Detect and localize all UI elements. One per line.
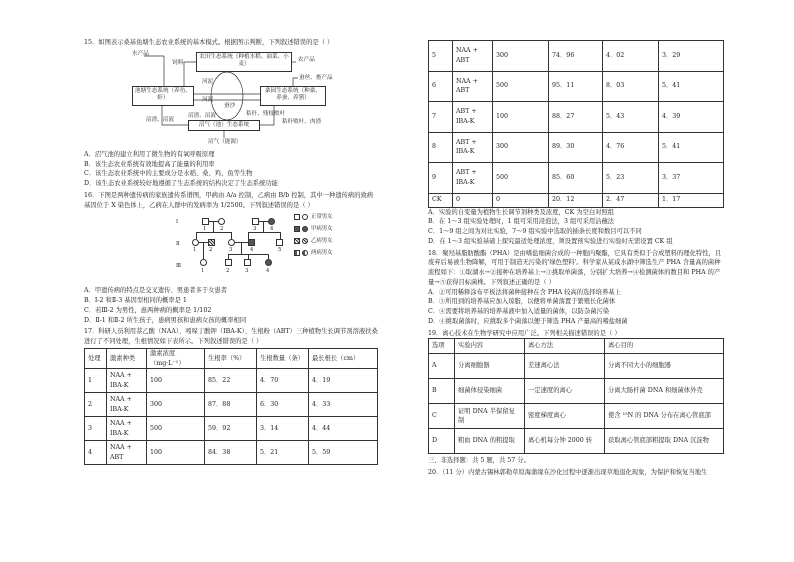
num-III-1: 1 xyxy=(201,268,205,275)
table-cell: ABT + IBA-K xyxy=(453,102,493,133)
q16-pedigree xyxy=(84,212,378,284)
manure-label: 秸秆败叶、肉渣 xyxy=(282,118,322,125)
table-cell: 59．92 xyxy=(205,417,257,441)
table-cell: 8 xyxy=(429,132,453,163)
table-cell: 95．11 xyxy=(549,71,603,102)
ped-II-1 xyxy=(192,239,199,246)
straw-label: 秸秆、残枝败叶 xyxy=(246,110,286,117)
q19-header-cell: 选项 xyxy=(429,339,455,354)
ped-I-2 xyxy=(218,218,225,225)
table-cell: 密度梯度离心 xyxy=(525,404,605,429)
q16-option-b: B．Ⅰ-2 和Ⅱ-3 基因型相同的概率是 1 xyxy=(84,297,187,304)
q19-header-cell: 离心方法 xyxy=(525,339,605,354)
gen-3-label: Ⅲ xyxy=(176,263,182,270)
table-cell: 0 xyxy=(493,193,549,207)
q16-option-d: D．Ⅱ-1 和Ⅱ-2 所生孩子，患病男孩和患病女孩的概率相同 xyxy=(84,316,247,324)
table-cell: 85．60 xyxy=(549,163,603,194)
agri-product-label: 农产品 xyxy=(298,56,315,63)
table-cell: 9 xyxy=(429,163,453,194)
table-row xyxy=(429,163,724,194)
table-cell: 0 xyxy=(453,193,493,207)
table-cell: 4．02 xyxy=(603,41,659,72)
q17-header-cell: 激素种类 xyxy=(107,348,147,369)
table-cell: 一定速度的离心 xyxy=(525,379,605,404)
q19-table xyxy=(428,338,724,454)
q19-header-cell: 实验内容 xyxy=(455,339,525,354)
gen-2-label: Ⅱ xyxy=(176,241,180,248)
table-cell: 5．43 xyxy=(603,102,659,133)
num-II-3: 3 xyxy=(229,247,233,254)
q17-option-c: C．1～9 组之间为对比实验，7～9 组实验中选取的插条长度和数目可以不同 xyxy=(428,228,642,235)
table-row xyxy=(429,132,724,163)
table-cell: 4 xyxy=(85,441,107,465)
table-cell: 细菌体侵染细菌 xyxy=(455,379,525,404)
table-cell: 1 xyxy=(85,369,107,393)
table-cell: 分离细胞器 xyxy=(455,354,525,379)
q17-table-continued xyxy=(428,40,724,208)
q17-table xyxy=(84,348,378,466)
q17-stem: 17．科研人员利用萘乙酸（NAA）、吲哚丁酸钾（IBA-K）、生根粉（ABT）三种植物生长调节剂溶液扶桑进行了不同处理，生根情况如下表所示。下列叙述错误的是（ ） xyxy=(84,328,378,345)
q18-option-b: B．③所用到的培养基应加入琼脂，以便将单菌落置于繁殖长化菌体 xyxy=(428,298,616,306)
q15-diagram xyxy=(84,50,378,148)
q15-option-d: D．该生态农业系统较好地遵循了生态系统的结构决定了生态系统功能 xyxy=(84,180,278,187)
q17-header-cell: 激素浓度（mg·L⁻¹） xyxy=(147,348,205,369)
table-cell: 89．30 xyxy=(549,132,603,163)
ped-I-3 xyxy=(252,218,259,225)
left-column xyxy=(84,36,378,465)
q17-header-cell: 最长根长（cm） xyxy=(309,348,378,369)
legend-normal: 正常男女 xyxy=(311,214,333,221)
ped-III-4 xyxy=(265,259,272,266)
q17-option-b: B．在 1～3 组实验处理时，1 组可采用浸泡法，3 组可采用沾蘸法 xyxy=(428,218,615,226)
table-cell: 2．47 xyxy=(603,193,659,207)
table-cell: NAA + ABT xyxy=(107,441,147,465)
crop-system-box: 农田生态系统（种植水稻、油菜、小麦） xyxy=(196,52,292,72)
ped-I-4 xyxy=(268,218,275,225)
table-row xyxy=(429,404,724,429)
table-row xyxy=(429,71,724,102)
num-II-4: 4 xyxy=(250,247,254,254)
table-cell: 4．44 xyxy=(309,417,378,441)
pond-system-box: 池塘生态系统（养鱼、虾） xyxy=(132,86,194,106)
table-row xyxy=(429,102,724,133)
ped-II-3 xyxy=(228,239,235,246)
table-cell: 6．30 xyxy=(257,393,309,417)
q20-stem: 20．（11 分）内蒙古锡林郭勒草原海蒲缘在沙化过程中逐渐出现草地退化现象，为保护和恢复当地生 xyxy=(428,469,708,476)
table-cell: 5．23 xyxy=(603,163,659,194)
q19-header-cell: 离心目的 xyxy=(605,339,724,354)
table-cell: 500 xyxy=(147,417,205,441)
silkworm-feces-label: 蚕沙 xyxy=(224,102,236,109)
table-cell: 100 xyxy=(147,441,205,465)
table-cell: 粗血 DNA 的粗提取 xyxy=(455,429,525,454)
table-cell: ABT + IBA-K xyxy=(453,163,493,194)
table-cell: NAA + ABT xyxy=(453,71,493,102)
table-cell: 6 xyxy=(429,71,453,102)
table-cell: B xyxy=(429,379,455,404)
table-cell: 分离不同大小的细胞器 xyxy=(605,354,724,379)
ped-III-2 xyxy=(225,259,232,266)
q18-stem: 18．聚羟基脂肪酸酯（PHA）是由嗜盐细菌合成的一种胞内聚酯，它具有类似于合成塑料的理化特性，且废弃后易被生物降解，可用于制造无污染的'绿色塑料'。科学家从某咸水湖中筛选生产 PHA 含量高的菌种流程如下：①取湖水→②接种在培养基上→③挑取单菌落，分别扩大培养→④检测菌体的数目和 PHA 的产量→⑤获得目标菌株。下列叙述正确的是（ ） xyxy=(428,249,722,286)
table-cell: 20．12 xyxy=(549,193,603,207)
q17-table-header xyxy=(85,348,378,369)
silk-product-label: 蚕丝、畜产品 xyxy=(299,74,333,81)
num-II-1: 1 xyxy=(193,247,197,254)
mud-label-2: 河泥 xyxy=(202,96,214,103)
right-column xyxy=(428,40,724,478)
fish-product-label: 水产品 xyxy=(132,50,149,57)
table-cell: CK xyxy=(429,193,453,207)
table-row xyxy=(85,441,378,465)
table-cell: 4．19 xyxy=(309,369,378,393)
q15-stem: 15．如图表示桑基鱼塘生态农业系统的基本模式。根据图示判断，下列叙述错误的是（ ） xyxy=(84,39,334,46)
num-I-3: 3 xyxy=(253,226,257,233)
table-row xyxy=(429,379,724,404)
q17-option-a: A．实验的自变量为植物生长调节剂种类及浓度，CK 为空白对照组 xyxy=(428,208,615,216)
table-cell: 1．17 xyxy=(659,193,724,207)
table-cell: 88．27 xyxy=(549,102,603,133)
table-cell: 300 xyxy=(493,132,549,163)
ped-II-5 xyxy=(276,239,283,246)
ped-II-4 xyxy=(248,239,255,246)
table-cell: 7 xyxy=(429,102,453,133)
table-cell: 4．70 xyxy=(257,369,309,393)
table-cell: D xyxy=(429,429,455,454)
table-cell: 87．88 xyxy=(205,393,257,417)
table-cell: NAA + IBA-K xyxy=(107,393,147,417)
table-cell: 300 xyxy=(147,393,205,417)
table-cell: 分离大肠杆菌 DNA 和细菌体外壳 xyxy=(605,379,724,404)
table-row xyxy=(85,393,378,417)
table-cell: 3 xyxy=(85,417,107,441)
table-cell: 100 xyxy=(493,102,549,133)
table-cell: 2 xyxy=(85,393,107,417)
residue-label-1: 沼渣、沼液 xyxy=(146,116,174,123)
gen-1-label: Ⅰ xyxy=(176,219,179,226)
table-cell: NAA + IBA-K xyxy=(107,417,147,441)
q16-stem: 16．下图是两种遗传病的家族遗传系谱图，甲病由 A/a 控制，乙病由 B/b 控制，其中一种遗传病的致病基因位于 X 染色体上，乙病在人群中的发病率为 1/2500。下列叙述错误的是（ ） xyxy=(84,191,374,209)
num-II-2: 2 xyxy=(209,247,213,254)
table-cell: 差速离心法 xyxy=(525,354,605,379)
num-I-2: 2 xyxy=(220,226,224,233)
table-cell: C xyxy=(429,404,455,429)
table-cell: NAA + ABT xyxy=(453,41,493,72)
q17-option-d: D．在 1～3 组实验基础上探究最适处理浓度，须设置预实验进行实验时无需设置 CK 组 xyxy=(428,237,673,245)
table-cell: 3．14 xyxy=(257,417,309,441)
q15-option-a: A．沼气池的建立利用了微生物的有氧呼吸原理 xyxy=(84,150,215,158)
table-cell: 4．39 xyxy=(659,102,724,133)
q17-header-cell: 生根率（%） xyxy=(205,348,257,369)
table-cell: 500 xyxy=(493,71,549,102)
table-cell: 300 xyxy=(493,41,549,72)
table-row xyxy=(85,417,378,441)
q16-option-a: A．甲遗传病的特点是交叉遗传、男患者多于女患者 xyxy=(84,287,228,295)
table-cell: 5．59 xyxy=(309,441,378,465)
num-III-4: 4 xyxy=(266,268,270,275)
residue-label-2: 沼渣、沼液 xyxy=(188,112,216,119)
q15-option-c: C．该生态农业系统中的主要成分是水稻、桑、鸡、鱼等生物 xyxy=(84,170,253,178)
ped-II-2 xyxy=(208,239,215,246)
table-row xyxy=(85,369,378,393)
q17-header-cell: 生根数量（条） xyxy=(257,348,309,369)
num-III-3: 3 xyxy=(245,268,249,275)
table-cell: NAA + IBA-K xyxy=(107,369,147,393)
section-3-heading: 三、非选择题：共 5 题，共 57 分。 xyxy=(428,457,530,465)
table-cell: A xyxy=(429,354,455,379)
table-cell: 离心机每分钟 2000 转 xyxy=(525,429,605,454)
q15-option-b: B．该生态农业系统有效地提高了能量的利用率 xyxy=(84,160,215,168)
table-cell: 500 xyxy=(493,163,549,194)
table-cell: 3．29 xyxy=(659,41,724,72)
legend-both: 两病男女 xyxy=(311,250,333,257)
table-row xyxy=(429,354,724,379)
table-cell: 证明 DNA 半保留复制 xyxy=(455,404,525,429)
table-cell: 74．96 xyxy=(549,41,603,72)
q19-stem: 19．离心技术在生物学研究中应用广泛。下列相关描述错误的是（ ） xyxy=(428,329,621,337)
q19-table-header xyxy=(429,339,724,354)
table-cell: 100 xyxy=(147,369,205,393)
biogas-system-box: 沼气（池）生态系统 xyxy=(188,120,260,131)
table-cell: 84．38 xyxy=(205,441,257,465)
ped-III-1 xyxy=(200,259,207,266)
table-cell: 5．41 xyxy=(659,132,724,163)
table-cell: 8．03 xyxy=(603,71,659,102)
table-cell: 4．33 xyxy=(309,393,378,417)
biogas-label: 沼气（能源） xyxy=(208,138,242,145)
table-cell: 5．21 xyxy=(257,441,309,465)
q18-option-a: A．②可用稀释涂布平板法将菌种接种在含 PHA 较高的选择培养基上 xyxy=(428,288,621,296)
mud-label-1: 河泥 xyxy=(202,78,214,85)
q17-header-cell: 处理 xyxy=(85,348,107,369)
num-II-5: 5 xyxy=(278,247,282,254)
q18-option-d: D．④挑取菌落时，应挑取多个菌落以便于筛选 PHA 产量高的嗜盐细菌 xyxy=(428,317,628,325)
q16-option-c: C．若Ⅲ-2 为男性，患两种病的概率是 1/102 xyxy=(84,306,212,314)
ped-I-1 xyxy=(202,218,209,225)
table-cell: 使含 ¹⁵N 的 DNA 分布在离心管底部 xyxy=(605,404,724,429)
table-cell: ABT + IBA-K xyxy=(453,132,493,163)
table-row xyxy=(429,41,724,72)
table-cell: 4．76 xyxy=(603,132,659,163)
legend-disease-a: 甲病男女 xyxy=(311,226,333,233)
ped-III-3 xyxy=(244,259,251,266)
num-I-4: 4 xyxy=(270,226,274,233)
legend-disease-b: 乙病男女 xyxy=(311,238,333,245)
num-III-2: 2 xyxy=(226,268,230,275)
table-row xyxy=(429,193,724,207)
table-cell: 3．37 xyxy=(659,163,724,194)
feed-label: 饲料 xyxy=(172,59,184,66)
num-I-1: 1 xyxy=(203,226,207,233)
table-cell: 85．22 xyxy=(205,369,257,393)
q18-option-c: C．④需要将培养基的培养基液中加入适量的菌体，以防杂菌污染 xyxy=(428,308,610,315)
table-cell: 5 xyxy=(429,41,453,72)
table-cell: 获取离心管底部粗提取 DNA 沉淀物 xyxy=(605,429,724,454)
table-cell: 5．41 xyxy=(659,71,724,102)
q15-arrows xyxy=(84,50,378,148)
table-row xyxy=(429,429,724,454)
mulberry-system-box: 桑园生态系统（种桑、养蚕、养猪） xyxy=(260,86,326,106)
